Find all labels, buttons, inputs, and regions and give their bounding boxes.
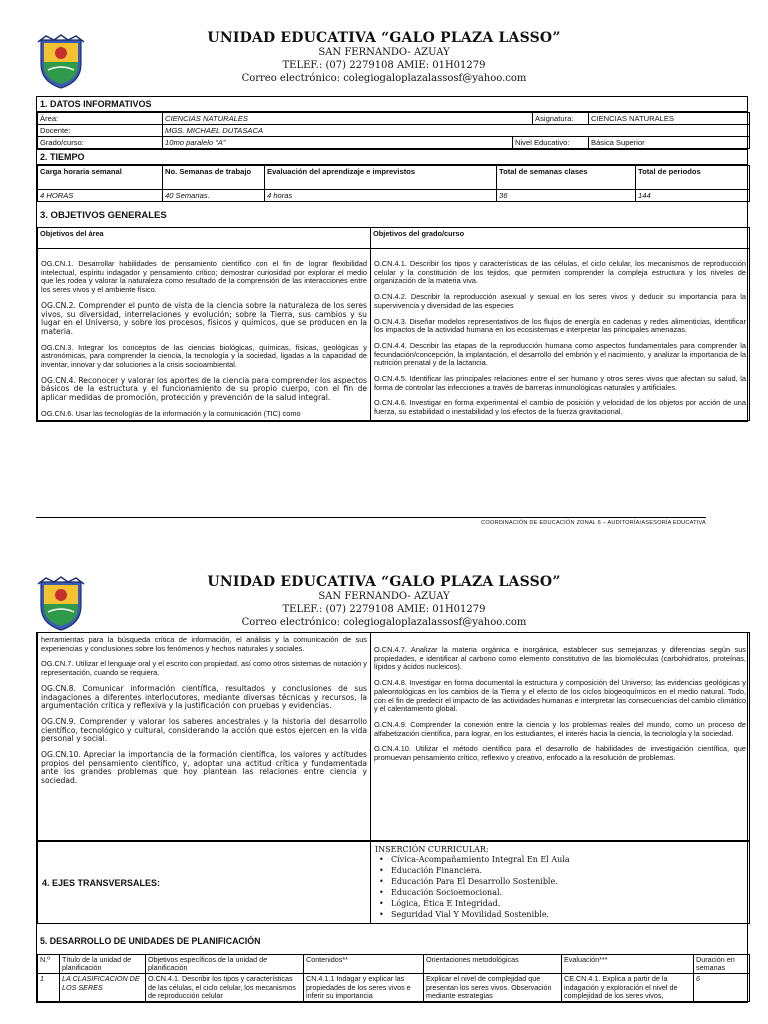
page-2 — [0, 560, 768, 1024]
section-datos-informativos: 1. DATOS INFORMATIVOS — [37, 97, 747, 112]
plan-header-orientaciones: Orientaciones metodológicas — [424, 955, 562, 974]
document-header — [0, 574, 768, 629]
plan-cell-orientaciones: Explicar el nivel de complejidad que presentan los seres vivos. Observación mediante estrategias — [424, 974, 562, 1002]
eje-item: • Educación Socioemocional. — [391, 887, 745, 898]
tiempo-value-total-semanas: 36 — [497, 190, 636, 202]
plan-cell-evaluacion: CE.CN.4.1. Explica a partir de la indagación y exploración el nivel de complejidad de los seres vivos, — [562, 974, 694, 1002]
area-value: CIENCIAS NATURALES — [163, 113, 533, 125]
school-location: SAN FERNANDO- AZUAY — [318, 47, 450, 58]
tiempo-value-total-periodos: 144 — [636, 190, 750, 202]
tiempo-value-evaluacion: 4 horas — [265, 190, 497, 202]
docente-label: Docente: — [38, 125, 163, 137]
nivel-label: Nivel Educativo: — [513, 137, 589, 149]
ejes-list — [375, 854, 745, 920]
area-label: Área: — [38, 113, 163, 125]
grado-value: 10mo paralelo “A” — [163, 137, 513, 149]
asignatura-value: CIENCIAS NATURALES — [589, 113, 750, 125]
ejes-label-cell — [38, 842, 371, 924]
nivel-value: Básica Superior — [589, 137, 750, 149]
page-gap — [0, 540, 768, 560]
section-tiempo: 2. TIEMPO — [37, 149, 747, 165]
tiempo-header-total-semanas: Total de semanas clases — [497, 166, 636, 190]
plan-cell-titulo: LA CLASIFICACION DE LOS SERES — [60, 974, 146, 1002]
objetivo-o-cn-4-5: O.CN.4.5. Identificar las principales relaciones entre el ser humano y otros seres vivos que afectan su salud, la forma de controlar las infecciones a través de barreras inmunológicas naturales y artificiales. — [374, 374, 746, 392]
plan-cell-duracion: 6 — [694, 974, 750, 1002]
objetivo-o-cn-4-4: O.CN.4.4. Describir las etapas de la reproducción humana como aspectos fundamentales para comprender la fecundación/concepción, la implantación, el desarrollo del embrión y el nacimiento, y analizar la importancia de la nutrición prenatal y de la lactancia. — [374, 340, 746, 368]
objetivo-o-cn-4-1: O.CN.4.1. Describir los tipos y características de las células, el ciclo celular, los mecanismos de reproducción celular y la constitución de los tejidos, que permiten comprender la compleja estructura y los niveles de organización de la materia viva. — [374, 259, 746, 286]
objetivo-og-cn-3: OG.CN.3. Integrar los conceptos de las ciencias biológicas, químicas, físicas, geológicas y astronómicas, para comprender la ciencia, la tecnología y la sociedad, ligadas a la capacidad de inventar, innovar y dar soluciones a la crisis socioambiental. — [41, 342, 367, 370]
grado-label: Grado/curso: — [38, 137, 163, 149]
plan-header-titulo: Título de la unidad de planificación — [60, 955, 146, 974]
objetivos-grado-header: Objetivos del grado/curso — [371, 228, 750, 249]
objetivos-table-page-2 — [37, 632, 750, 841]
objetivo-og-cn-6-cont: herramientas para la búsqueda crítica de información, el análisis y la comunicación de sus experiencias y conclusiones sobre los fenómenos y hechos naturales y sociales. — [41, 635, 367, 653]
tiempo-value-carga: 4 HORAS — [38, 190, 163, 202]
objetivo-o-cn-4-3: O.CN.4.3. Diseñar modelos representativos de los flujos de energía en cadenas y redes alimenticias, identificar los impactos de la actividad humana en los ecosistemas e interpretar las principales amenazas. — [374, 316, 746, 335]
plan-header-duracion: Duración en semanas — [694, 955, 750, 974]
objetivos-area-column-cont — [38, 633, 371, 841]
tiempo-value-semanas: 40 Semanas. — [163, 190, 265, 202]
footer-rule — [36, 517, 706, 518]
ejes-transversales-table — [37, 841, 750, 924]
objetivos-grado-column — [371, 249, 750, 421]
objetivos-area-header: Objetivos del área — [38, 228, 371, 249]
document-header — [0, 30, 768, 85]
school-phone: TELEF.: (07) 2279108 AMIE: 01H01279 — [282, 604, 486, 615]
objetivo-og-cn-2: OG.CN.2. Comprender el punto de vista de la ciencia sobre la naturaleza de los seres vivos, su diversidad, interrelaciones y evolución; sobre la Tierra, sus cambios y su lugar en el Universo, y sobre los procesos, físicos y químicos, que se producen en la materia. — [41, 300, 367, 336]
eje-item: • Cívica-Acompañamiento Integral En El Aula — [391, 854, 745, 865]
objetivo-o-cn-4-8: O.CN.4.8. Investigar en forma documental la estructura y composición del Universo; las evidencias geológicas y paleontológicas en los cambios de la Tierra y el efecto de los ciclos biogeoquímicos en el medio natural. Todo, con el fin de predecir el impacto de las actividades humanas e interpretar las consecuencias del cambio climático y el calentamiento global. — [374, 678, 746, 714]
objetivo-og-cn-9: OG.CN.9. Comprender y valorar los saberes ancestrales y la historia del desarrollo científico, tecnológico y cultural, considerando la acción que estos ejercen en la vida personal y social. — [41, 716, 367, 744]
table-row — [38, 974, 750, 1002]
objetivo-o-cn-4-7: O.CN.4.7. Analizar la materia orgánica e inorgánica, establecer sus semejanzas y diferencias según sus propiedades, e identificar al carbono como elemento constitutivo de las biomoléculas (carbohidratos, proteínas, lípidos y ácidos nucleicos). — [374, 645, 746, 672]
desarrollo-table — [37, 954, 750, 1002]
plan-cell-contenidos: CN.4.1.1 Indagar y explicar las propiedades de los seres vivos e inferir su importancia — [304, 974, 424, 1002]
eje-item: • Lógica, Ética E Integridad. — [391, 898, 745, 909]
school-phone: TELEF.: (07) 2279108 AMIE: 01H01279 — [282, 60, 486, 71]
eje-item: • Educación Para El Desarrollo Sostenible. — [391, 876, 745, 887]
objetivo-og-cn-4: OG.CN.4. Reconocer y valorar los aportes de la ciencia para comprender los aspectos básicos de la estructura y el funcionamiento de su propio cuerpo, con el fin de aplicar medidas de promoción, protección y prevención de la salud integral. — [41, 375, 367, 403]
asignatura-label: Asignatura: — [533, 113, 589, 125]
objetivos-grado-column-cont — [371, 633, 750, 841]
eje-item: • Educación Financiera. — [391, 865, 745, 876]
school-name: UNIDAD EDUCATIVA “GALO PLAZA LASSO” — [207, 30, 561, 46]
tiempo-header-semanas: No. Semanas de trabajo — [163, 166, 265, 190]
tiempo-header-carga: Carga horaria semanal — [38, 166, 163, 190]
objetivos-table-page-1 — [37, 227, 750, 421]
objetivos-area-column — [38, 249, 371, 421]
objetivo-og-cn-10: OG.CN.10. Apreciar la importancia de la formación científica, los valores y actitudes propios del pensamiento científico, y, adoptar una actitud crítica y fundamentada ante los grandes problemas que hoy plantean las relaciones entre ciencia y sociedad. — [41, 750, 367, 786]
datos-table — [37, 112, 750, 149]
insercion-curricular-title: INSERCIÓN CURRICULAR: — [375, 845, 489, 854]
school-location: SAN FERNANDO- AZUAY — [318, 591, 450, 602]
eje-item: • Seguridad Vial Y Movilidad Sostenible. — [391, 909, 745, 920]
tiempo-table — [37, 165, 750, 202]
footer-text: COORDINACIÓN DE EDUCACIÓN ZONAL 6 – AUDITORÍA/ASESORÍA EDUCATIVA — [481, 520, 706, 526]
objetivo-o-cn-4-10: O.CN.4.10. Utilizar el método científico para el desarrollo de habilidades de investigación científica, que promuevan pensamiento crítico, reflexivo y creativo, enfocado a la resolución de problemas. — [374, 744, 746, 763]
plan-sheet-page-2 — [36, 632, 748, 1003]
section-desarrollo-unidades: 5. DESARROLLO DE UNIDADES DE PLANIFICACIÓN — [40, 936, 261, 946]
plan-header-objetivos: Objetivos específicos de la unidad de planificación — [146, 955, 304, 974]
plan-sheet-page-1 — [36, 96, 748, 422]
section-ejes-transversales: 4. EJES TRANSVERSALES: — [42, 877, 161, 888]
ejes-list-cell — [371, 842, 750, 924]
plan-cell-numero: 1 — [38, 974, 60, 1002]
objetivo-og-cn-6: OG.CN.6. Usar las tecnologías de la información y la comunicación (TIC) como — [41, 408, 301, 418]
objetivo-o-cn-4-9: O.CN.4.9. Comprender la conexión entre la ciencia y los problemas reales del mundo, como un proceso de alfabetización científica, para lograr, en los estudiantes, el interés hacia la ciencia, la tecnología y la sociedad. — [374, 719, 746, 738]
docente-value: MGS. MICHAEL DUTASACA — [163, 125, 750, 137]
plan-cell-objetivos: O.CN.4.1. Describir los tipos y características de las células, el ciclo celular, los mecanismos de reproducción celular — [146, 974, 304, 1002]
school-name: UNIDAD EDUCATIVA “GALO PLAZA LASSO” — [207, 574, 561, 590]
objetivo-og-cn-7: OG.CN.7. Utilizar el lenguaje oral y el escrito con propiedad, así como otros sistemas de notación y representación, cuando se requiera. — [41, 659, 367, 678]
objetivo-og-cn-8: OG.CN.8. Comunicar información científica, resultados y conclusiones de sus indagaciones a diferentes interlocutores, mediante diversas técnicas y recursos, la argumentación crítica y reflexiva y la justificación con pruebas y evidencias. — [41, 683, 367, 711]
plan-header-contenidos: Contenidos** — [304, 955, 424, 974]
school-email: Correo electrónico: colegiogaloplazalassosf@yahoo.com — [241, 617, 527, 628]
objetivo-o-cn-4-6: O.CN.4.6. Investigar en forma experimental el cambio de posición y velocidad de los objetos por acción de una fuerza, su estabilidad o inestabilidad y los efectos de la fuerza gravitacional. — [374, 398, 746, 417]
tiempo-header-evaluacion: Evaluación del aprendizaje e imprevistos — [265, 166, 497, 190]
plan-header-evaluacion: Evaluación*** — [562, 955, 694, 974]
plan-header-numero: N.º — [38, 955, 60, 974]
objetivo-og-cn-1: OG.CN.1. Desarrollar habilidades de pensamiento científico con el fin de lograr flexibilidad intelectual, espíritu indagador y pensamiento crítico; demostrar curiosidad por explorar el medio que les rodea y valorar la naturaleza como resultado de la comprensión de las interacciones entre los seres vivos y el ambiente físico. — [41, 259, 367, 295]
section-objetivos-generales: 3. OBJETIVOS GENERALES — [40, 210, 167, 221]
objetivo-o-cn-4-2: O.CN.4.2. Describir la reproducción asexual y sexual en los seres vivos y deducir su importancia para la supervivencia y diversidad de las especies — [374, 292, 746, 310]
school-email: Correo electrónico: colegiogaloplazalassosf@yahoo.com — [241, 73, 527, 84]
tiempo-header-total-periodos: Total de periodos — [636, 166, 750, 190]
